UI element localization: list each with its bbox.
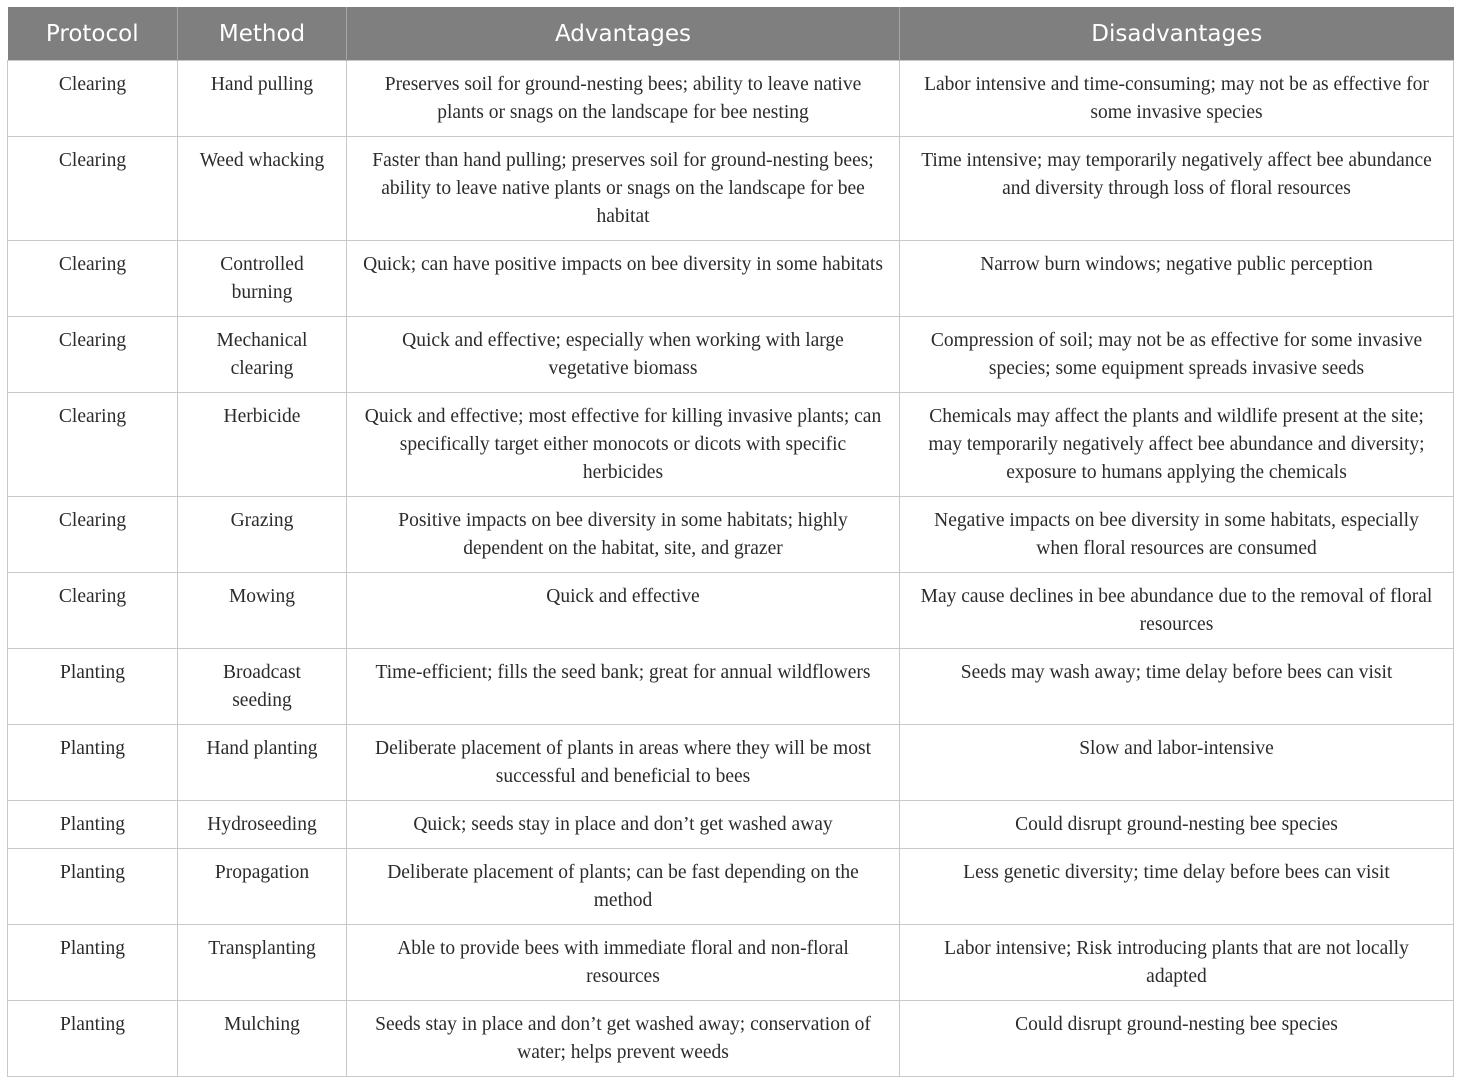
table-row [8, 801, 1454, 849]
header-method: Method [178, 7, 347, 61]
table-row [8, 1001, 1454, 1077]
table-row [8, 393, 1454, 497]
cell-disadvantages: Time intensive; may temporarily negatively affect bee abundance and diversity through loss of floral resources [900, 137, 1454, 241]
cell-protocol: Planting [8, 849, 178, 925]
cell-advantages: Quick; can have positive impacts on bee diversity in some habitats [347, 241, 900, 317]
cell-advantages: Time-efficient; fills the seed bank; great for annual wildflowers [347, 649, 900, 725]
cell-disadvantages: Slow and labor-intensive [900, 725, 1454, 801]
cell-method: Hand pulling [178, 61, 347, 137]
cell-protocol: Planting [8, 801, 178, 849]
cell-advantages: Faster than hand pulling; preserves soil for ground-nesting bees; ability to leave native plants or snags on the landscape for bee habitat [347, 137, 900, 241]
cell-protocol: Clearing [8, 573, 178, 649]
cell-disadvantages: Negative impacts on bee diversity in some habitats, especially when floral resources are consumed [900, 497, 1454, 573]
cell-method: Mulching [178, 1001, 347, 1077]
cell-method: Controlled burning [178, 241, 347, 317]
cell-advantages: Deliberate placement of plants; can be fast depending on the method [347, 849, 900, 925]
cell-method: Hydroseeding [178, 801, 347, 849]
cell-protocol: Clearing [8, 393, 178, 497]
cell-advantages: Seeds stay in place and don’t get washed away; conservation of water; helps prevent weeds [347, 1001, 900, 1077]
cell-disadvantages: Less genetic diversity; time delay before bees can visit [900, 849, 1454, 925]
cell-disadvantages: Seeds may wash away; time delay before bees can visit [900, 649, 1454, 725]
cell-advantages: Quick; seeds stay in place and don’t get washed away [347, 801, 900, 849]
cell-disadvantages: Labor intensive and time-consuming; may not be as effective for some invasive species [900, 61, 1454, 137]
cell-advantages: Preserves soil for ground-nesting bees; ability to leave native plants or snags on the landscape for bee nesting [347, 61, 900, 137]
methods-table [7, 7, 1454, 1077]
cell-disadvantages: Chemicals may affect the plants and wildlife present at the site; may temporarily negatively affect bee abundance and diversity; exposure to humans applying the chemicals [900, 393, 1454, 497]
cell-protocol: Clearing [8, 497, 178, 573]
table-row [8, 137, 1454, 241]
table-row [8, 61, 1454, 137]
table-row [8, 649, 1454, 725]
cell-protocol: Planting [8, 725, 178, 801]
cell-advantages: Positive impacts on bee diversity in some habitats; highly dependent on the habitat, site, and grazer [347, 497, 900, 573]
table-row [8, 725, 1454, 801]
cell-method: Mowing [178, 573, 347, 649]
header-row [8, 7, 1454, 61]
table-row [8, 241, 1454, 317]
cell-method: Transplanting [178, 925, 347, 1001]
cell-method: Broadcast seeding [178, 649, 347, 725]
cell-advantages: Deliberate placement of plants in areas where they will be most successful and beneficial to bees [347, 725, 900, 801]
cell-protocol: Clearing [8, 61, 178, 137]
cell-method: Hand planting [178, 725, 347, 801]
cell-advantages: Quick and effective; especially when working with large vegetative biomass [347, 317, 900, 393]
cell-method: Herbicide [178, 393, 347, 497]
cell-protocol: Clearing [8, 137, 178, 241]
header-protocol: Protocol [8, 7, 178, 61]
methods-table-container [7, 7, 1453, 1077]
cell-protocol: Planting [8, 1001, 178, 1077]
cell-disadvantages: Compression of soil; may not be as effective for some invasive species; some equipment spreads invasive seeds [900, 317, 1454, 393]
cell-protocol: Planting [8, 649, 178, 725]
table-row [8, 317, 1454, 393]
cell-disadvantages: Labor intensive; Risk introducing plants that are not locally adapted [900, 925, 1454, 1001]
table-row [8, 925, 1454, 1001]
cell-advantages: Quick and effective [347, 573, 900, 649]
cell-disadvantages: May cause declines in bee abundance due to the removal of floral resources [900, 573, 1454, 649]
cell-method: Grazing [178, 497, 347, 573]
cell-protocol: Clearing [8, 317, 178, 393]
cell-disadvantages: Could disrupt ground-nesting bee species [900, 1001, 1454, 1077]
cell-disadvantages: Could disrupt ground-nesting bee species [900, 801, 1454, 849]
header-advantages: Advantages [347, 7, 900, 61]
table-row [8, 497, 1454, 573]
cell-method: Propagation [178, 849, 347, 925]
cell-method: Weed whacking [178, 137, 347, 241]
table-row [8, 573, 1454, 649]
header-disadvantages: Disadvantages [900, 7, 1454, 61]
table-body [8, 61, 1454, 1077]
cell-protocol: Planting [8, 925, 178, 1001]
table-row [8, 849, 1454, 925]
cell-disadvantages: Narrow burn windows; negative public perception [900, 241, 1454, 317]
cell-method: Mechanical clearing [178, 317, 347, 393]
cell-advantages: Quick and effective; most effective for killing invasive plants; can specifically target either monocots or dicots with specific herbicides [347, 393, 900, 497]
table-header [8, 7, 1454, 61]
cell-advantages: Able to provide bees with immediate floral and non-floral resources [347, 925, 900, 1001]
cell-protocol: Clearing [8, 241, 178, 317]
